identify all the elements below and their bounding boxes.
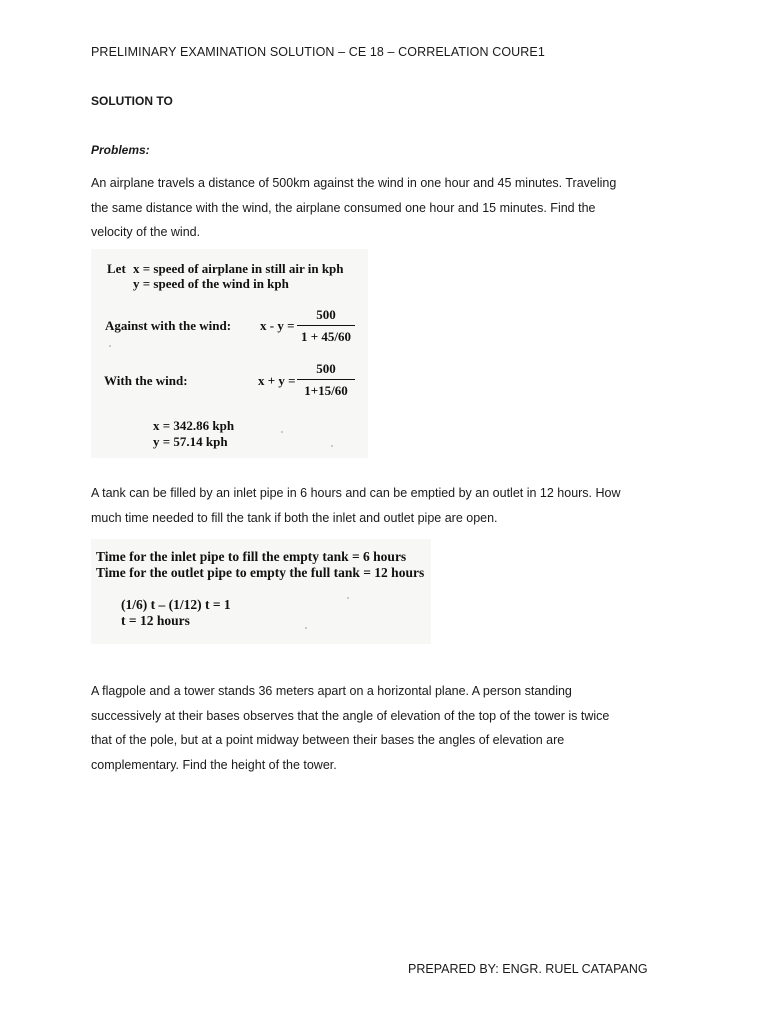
- page-header: PRELIMINARY EXAMINATION SOLUTION – CE 18 – CORRELATION COURE1: [91, 45, 545, 59]
- problem-1-line: An airplane travels a distance of 500km against the wind in one hour and 45 minutes. Traveling: [91, 176, 617, 190]
- x-result: x = 342.86 kph: [153, 418, 235, 433]
- problem-3-line: successively at their bases observes that the angle of elevation of the top of the tower is twice: [91, 708, 610, 723]
- inlet-time-line: Time for the inlet pipe to fill the empty tank = 6 hours: [96, 549, 407, 564]
- with-wind-lhs: x + y =: [258, 373, 296, 388]
- scan-speck: [281, 431, 283, 433]
- with-wind-fraction: [297, 361, 355, 399]
- time-result-prefix: t =: [121, 613, 140, 628]
- problems-heading: Problems:: [91, 143, 150, 157]
- problem-3-line: complementary. Find the height of the tower.: [91, 757, 337, 772]
- against-wind-fraction: [297, 307, 355, 345]
- fraction-numerator: 500: [316, 361, 336, 376]
- problem-3-line: that of the pole, but at a point midway between their bases the angles of elevation are: [91, 733, 565, 747]
- rate-equation: (1/6) t – (1/12) t = 1: [121, 597, 231, 612]
- y-result: y = 57.14 kph: [153, 434, 228, 449]
- outlet-time-line: Time for the outlet pipe to empty the full tank = 12 hours: [96, 565, 425, 580]
- problem-2-solution-image: [91, 539, 431, 644]
- let-word: Let: [107, 261, 126, 276]
- scan-speck: [331, 445, 333, 447]
- fraction-numerator: 500: [316, 307, 336, 322]
- with-wind-label: With the wind:: [104, 373, 188, 388]
- problem-2-line: A tank can be filled by an inlet pipe in 6 hours and can be emptied by an outlet in 12 hours. How: [91, 486, 621, 500]
- scan-speck: [305, 627, 307, 629]
- problem-1-line: the same distance with the wind, the airplane consumed one hour and 15 minutes. Find the: [91, 200, 596, 215]
- scan-speck: [109, 345, 111, 347]
- prepared-by-footer: PREPARED BY: ENGR. RUEL CATAPANG: [408, 962, 648, 976]
- solution-heading: SOLUTION TO: [91, 94, 173, 108]
- problem-3-line: A flagpole and a tower stands 36 meters apart on a horizontal plane. A person standing: [91, 684, 572, 698]
- problem-2-text: [91, 481, 681, 530]
- problem-1-line: velocity of the wind.: [91, 225, 201, 239]
- against-wind-label: Against with the wind:: [105, 318, 232, 333]
- problem-1-text: [91, 171, 681, 245]
- fraction-denominator: 1+15/60: [304, 383, 348, 398]
- problem-2-line: much time needed to fill the tank if both the inlet and outlet pipe are open.: [91, 510, 498, 525]
- let-y-definition: y = speed of the wind in kph: [133, 276, 289, 291]
- time-result: [121, 613, 190, 629]
- against-wind-lhs: x - y =: [260, 318, 295, 333]
- let-x-definition: x = speed of airplane in still air in kph: [133, 261, 344, 276]
- time-result-value: 12 hours: [139, 613, 190, 628]
- problem-3-text: [91, 679, 681, 777]
- fraction-denominator: 1 + 45/60: [300, 329, 352, 344]
- scan-speck: [347, 597, 349, 599]
- problem-1-solution-image: [91, 249, 368, 458]
